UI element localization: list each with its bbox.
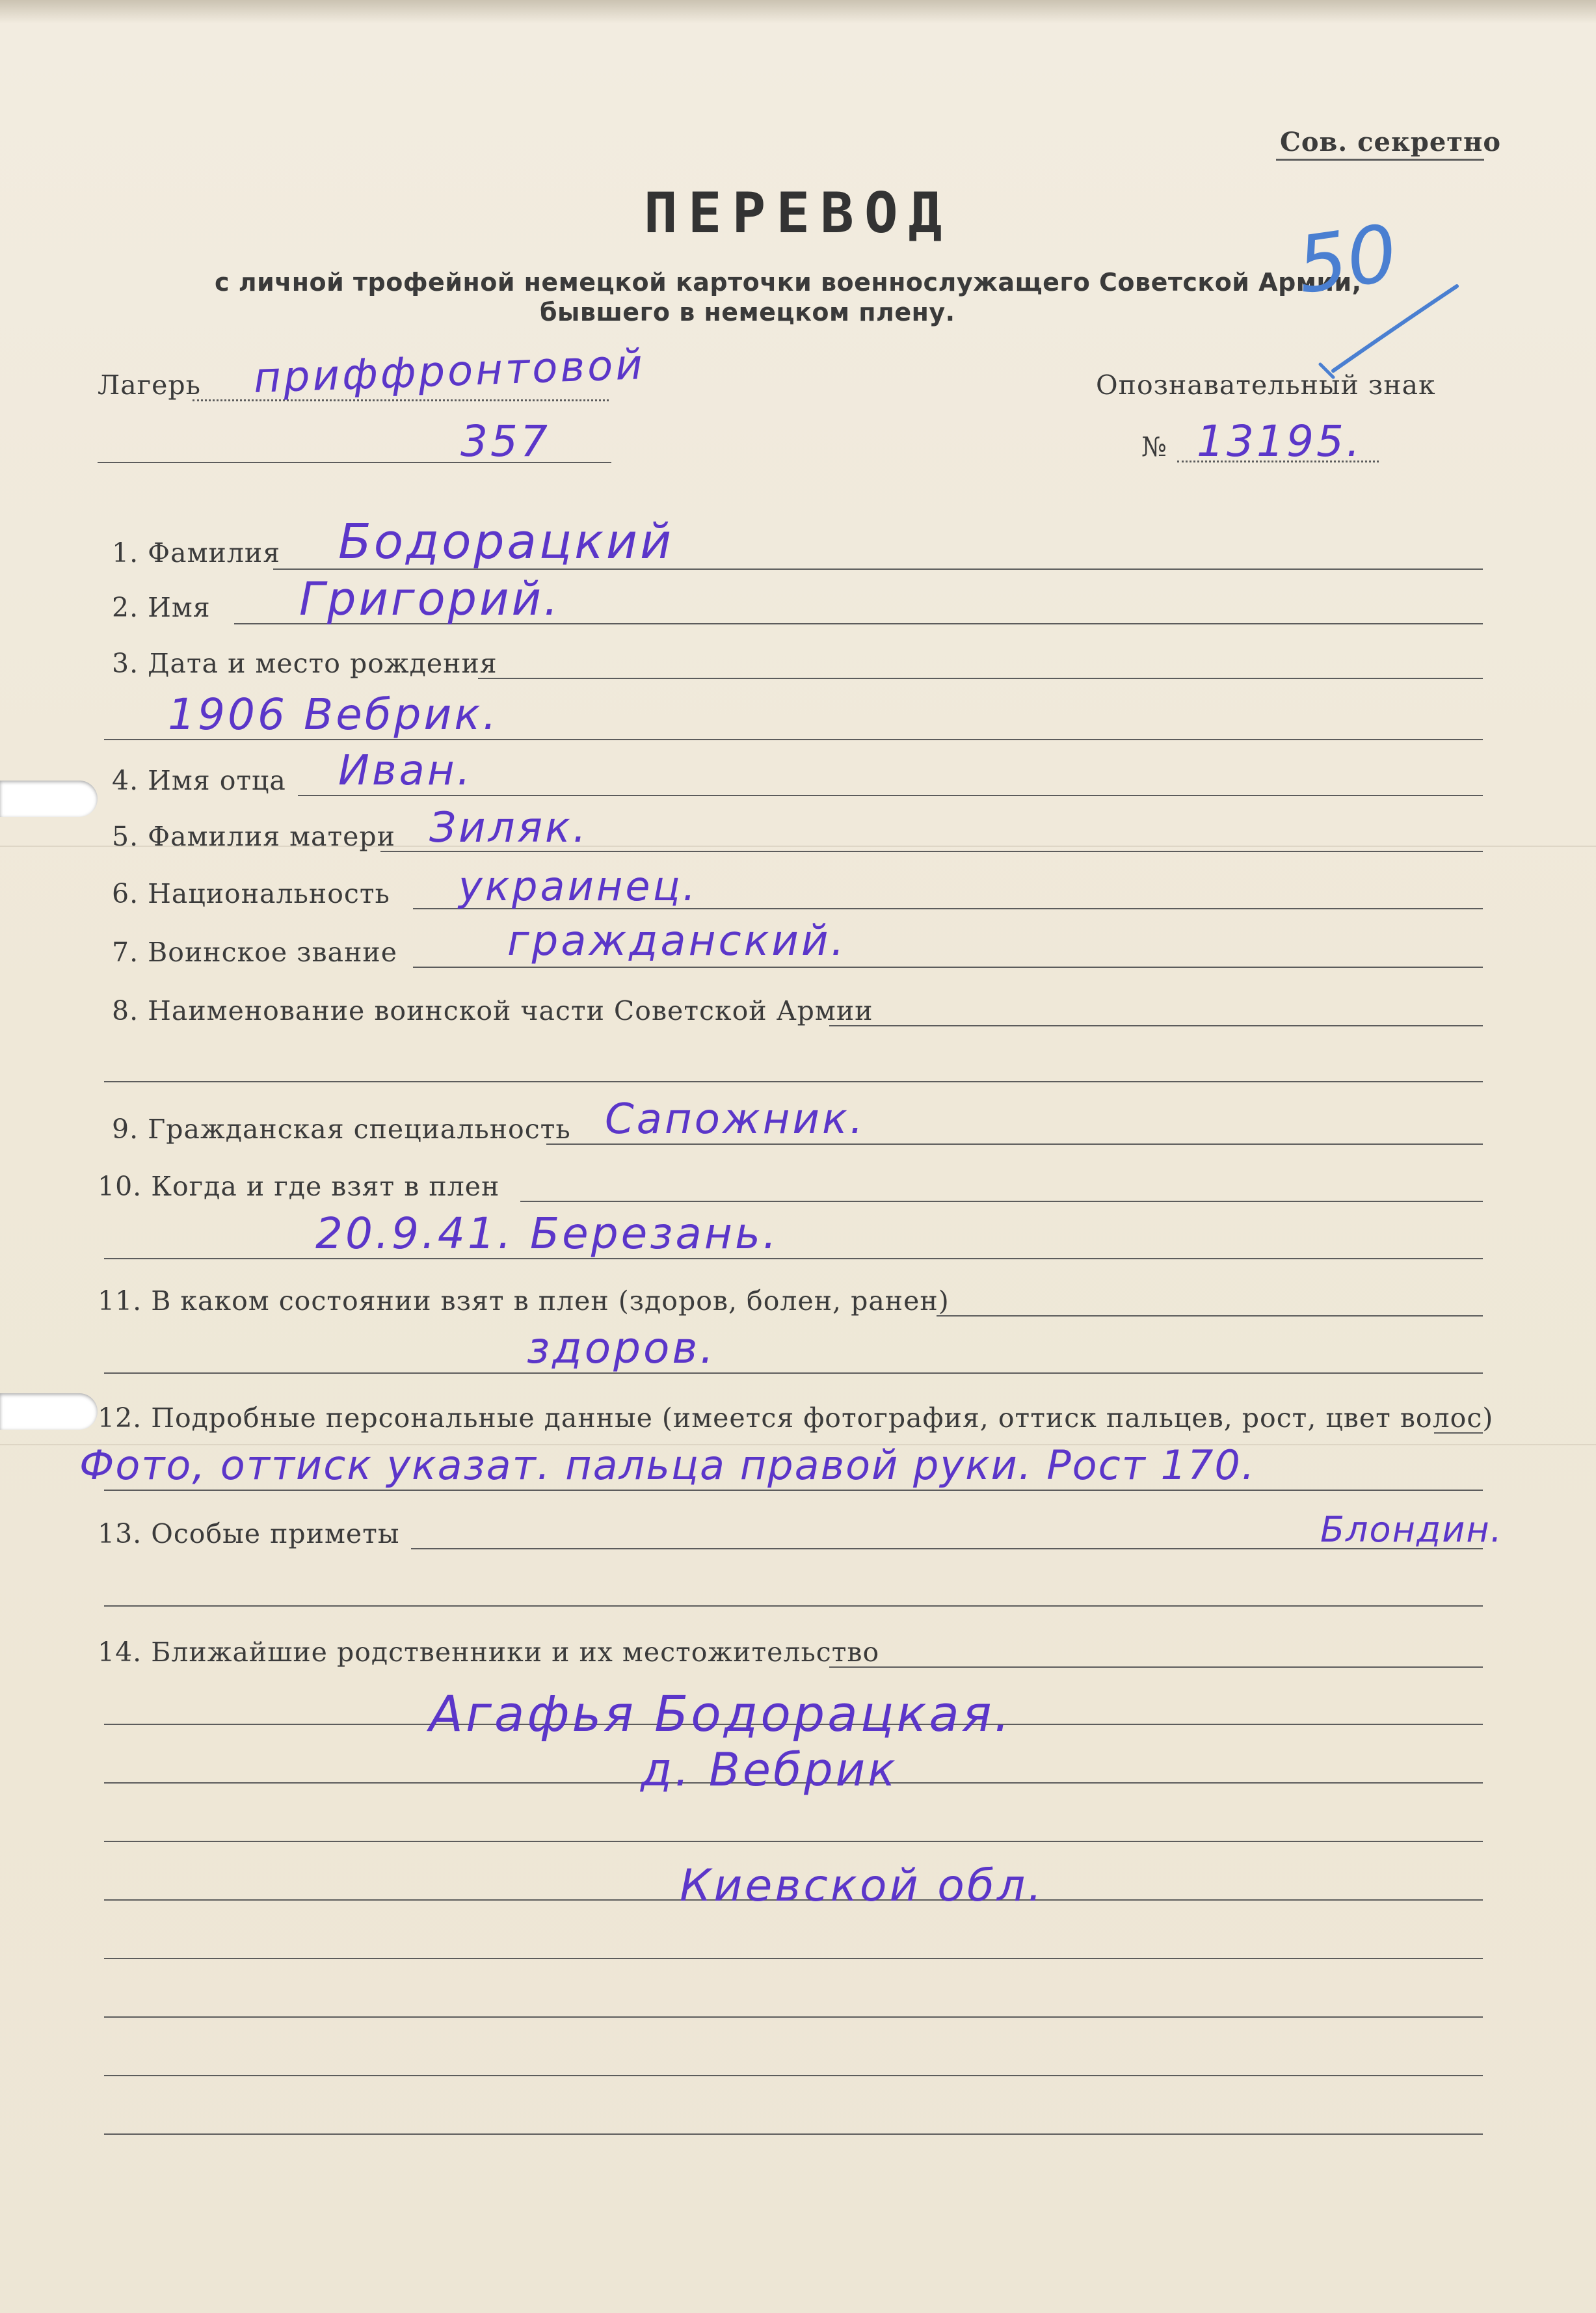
margin-number: 50 [1292, 208, 1403, 312]
paper-edge [0, 0, 1596, 23]
field-8-label: 8. Наименование воинской части Советской Армии [112, 995, 873, 1026]
field-14-line-9 [104, 2133, 1483, 2135]
field-8-line-2 [104, 1081, 1483, 1082]
field-9-value: Сапожник. [605, 1095, 866, 1143]
camp-label: Лагерь [98, 369, 201, 401]
punch-hole [0, 1393, 98, 1430]
field-14-value-line1: Агафья Бодорацкая. [429, 1685, 1013, 1743]
field-10-line-2 [104, 1258, 1483, 1259]
field-1-label: 1. Фамилия [112, 537, 281, 568]
classification-stamp: Сов. секретно [1280, 127, 1502, 157]
field-13-value: Блондин. [1320, 1509, 1503, 1550]
document-title: ПЕРЕВОД [644, 181, 953, 246]
field-11-line-2 [104, 1372, 1483, 1374]
field-2-label: 2. Имя [112, 592, 211, 623]
field-11-label: 11. В каком состоянии взят в плен (здоров, болен, ранен) [98, 1285, 950, 1317]
field-12-line [1434, 1432, 1483, 1434]
field-9-label: 9. Гражданская специальность [112, 1114, 571, 1145]
field-14-label: 14. Ближайшие родственники и их местожительство [98, 1637, 880, 1668]
field-14-line-6 [104, 1958, 1483, 1959]
field-10-value: 20.9.41. Березань. [315, 1209, 779, 1259]
field-2-value: Григорий. [299, 572, 561, 626]
field-10-line [520, 1201, 1483, 1202]
field-12-label: 12. Подробные персональные данные (имеется фотография, оттиск пальцев, рост, цвет волос) [98, 1402, 1494, 1434]
field-14-value-line3: Киевской обл. [680, 1860, 1044, 1912]
field-12-value: Фото, оттиск указат. пальца правой руки. Рост 170. [79, 1441, 1256, 1489]
field-3-line [478, 678, 1483, 679]
field-4-value: Иван. [338, 747, 473, 795]
document-subtitle-line2: бывшего в немецком плену. [540, 298, 955, 327]
classification-underline [1276, 159, 1484, 161]
field-3-value: 1906 Вебрик. [168, 689, 499, 740]
field-14-line-4 [104, 1841, 1483, 1842]
field-14-value-line2: д. Вебрик [641, 1743, 898, 1797]
punch-hole [0, 781, 98, 817]
field-11-value: здоров. [527, 1323, 717, 1373]
field-1-value: Бодорацкий [338, 514, 674, 570]
tag-no-label: № [1141, 431, 1167, 462]
field-5-label: 5. Фамилия матери [112, 821, 395, 852]
field-7-line [413, 967, 1483, 968]
field-14-line-8 [104, 2075, 1483, 2076]
field-9-line [546, 1143, 1483, 1145]
tag-value: 13195. [1197, 416, 1363, 466]
field-4-label: 4. Имя отца [112, 765, 286, 796]
field-10-label: 10. Когда и где взят в плен [98, 1171, 500, 1202]
field-14-line [829, 1666, 1483, 1668]
field-12-line-2 [104, 1490, 1483, 1491]
field-7-label: 7. Воинское звание [112, 937, 397, 968]
document-subtitle-line1: с личной трофейной немецкой карточки военнослужащего Советской Армии, [215, 268, 1362, 297]
tag-label: Опознавательный знак [1096, 369, 1436, 401]
field-8-line [829, 1025, 1483, 1026]
field-6-value: украинец. [459, 862, 698, 910]
field-6-label: 6. Национальность [112, 878, 390, 909]
field-5-value: Зиляк. [429, 804, 589, 852]
camp-value: приффронтовой [252, 341, 646, 403]
field-11-line [937, 1315, 1483, 1317]
field-13-line-2 [104, 1605, 1483, 1607]
field-4-line [298, 795, 1483, 796]
field-14-line-7 [104, 2016, 1483, 2018]
field-13-label: 13. Особые приметы [98, 1518, 400, 1549]
field-3-label: 3. Дата и место рождения [112, 648, 498, 679]
camp-number: 357 [460, 416, 550, 466]
field-7-value: гражданский. [507, 917, 847, 965]
